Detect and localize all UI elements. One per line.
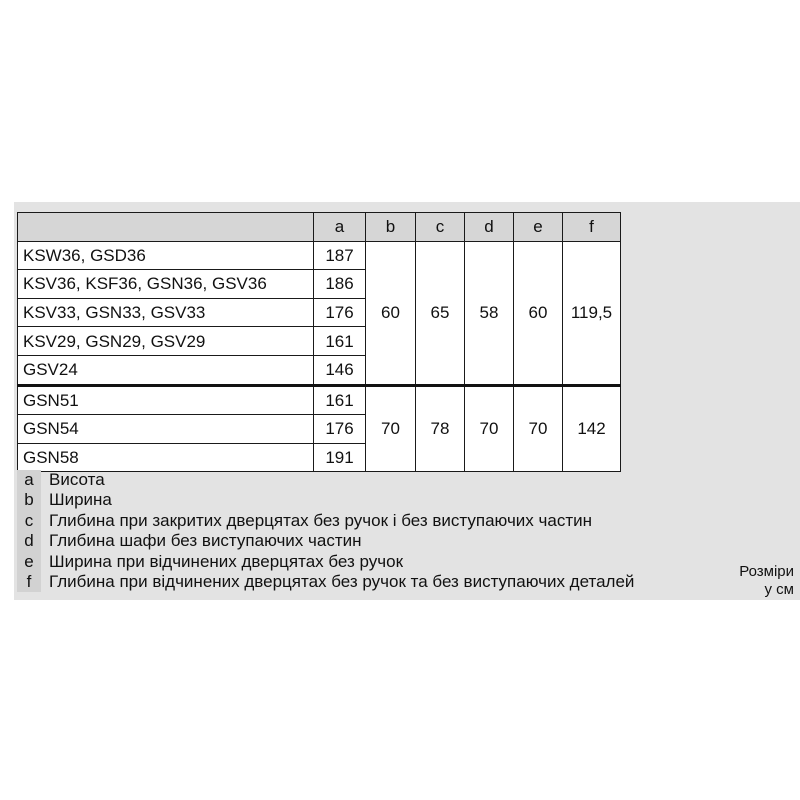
cabinet-depth-cell: 58: [465, 241, 514, 385]
model-cell: KSV33, GSN33, GSV33: [18, 298, 314, 327]
legend-text: Глибина при відчинених дверцятах без ручок та без виступаючих деталей: [49, 571, 635, 591]
legend-key: b: [17, 490, 41, 510]
model-cell: GSN54: [18, 415, 314, 444]
width-cell: 60: [366, 241, 416, 385]
units-note: [739, 563, 794, 599]
legend-key: e: [17, 552, 41, 572]
dimensions-table: [17, 212, 621, 472]
header-cell-f: f: [563, 213, 621, 242]
legend-text: Ширина при відчинених дверцятах без ручок: [49, 551, 404, 571]
legend-key: a: [17, 470, 41, 490]
legend-text: Глибина шафи без виступаючих частин: [49, 531, 362, 551]
model-cell: KSV36, KSF36, GSN36, GSV36: [18, 270, 314, 299]
legend-item: [17, 572, 634, 592]
legend-item: [17, 511, 634, 531]
depth-open-cell: 142: [563, 385, 621, 472]
legend-key: c: [17, 511, 41, 531]
height-cell: 161: [314, 327, 366, 356]
model-cell: GSN51: [18, 385, 314, 415]
legend-key: f: [17, 572, 41, 592]
height-cell: 176: [314, 415, 366, 444]
legend-text: Ширина: [49, 490, 112, 510]
table-row: [18, 385, 621, 415]
height-cell: 187: [314, 241, 366, 270]
model-cell: KSV29, GSN29, GSV29: [18, 327, 314, 356]
header-cell-model: [18, 213, 314, 242]
legend-item: [17, 490, 634, 510]
legend: [17, 470, 634, 592]
model-cell: GSV24: [18, 355, 314, 385]
model-cell: KSW36, GSD36: [18, 241, 314, 270]
width-cell: 70: [366, 385, 416, 472]
model-cell: GSN58: [18, 443, 314, 472]
units-line-1: Розміри: [739, 563, 794, 580]
legend-item: [17, 470, 634, 490]
width-open-cell: 60: [514, 241, 563, 385]
depth-closed-cell: 78: [416, 385, 465, 472]
header-cell-b: b: [366, 213, 416, 242]
height-cell: 176: [314, 298, 366, 327]
cabinet-depth-cell: 70: [465, 385, 514, 472]
height-cell: 191: [314, 443, 366, 472]
height-cell: 146: [314, 355, 366, 385]
header-cell-e: e: [514, 213, 563, 242]
header-cell-c: c: [416, 213, 465, 242]
table-row: [18, 241, 621, 270]
height-cell: 161: [314, 385, 366, 415]
header-cell-a: a: [314, 213, 366, 242]
depth-closed-cell: 65: [416, 241, 465, 385]
table-header-row: [18, 213, 621, 242]
header-cell-d: d: [465, 213, 514, 242]
legend-item: [17, 531, 634, 551]
legend-text: Глибина при закритих дверцятах без ручок і без виступаючих частин: [49, 510, 592, 530]
legend-text: Висота: [49, 470, 105, 489]
height-cell: 186: [314, 270, 366, 299]
depth-open-cell: 119,5: [563, 241, 621, 385]
width-open-cell: 70: [514, 385, 563, 472]
units-line-2: у см: [764, 581, 794, 598]
legend-item: [17, 552, 634, 572]
legend-key: d: [17, 531, 41, 551]
